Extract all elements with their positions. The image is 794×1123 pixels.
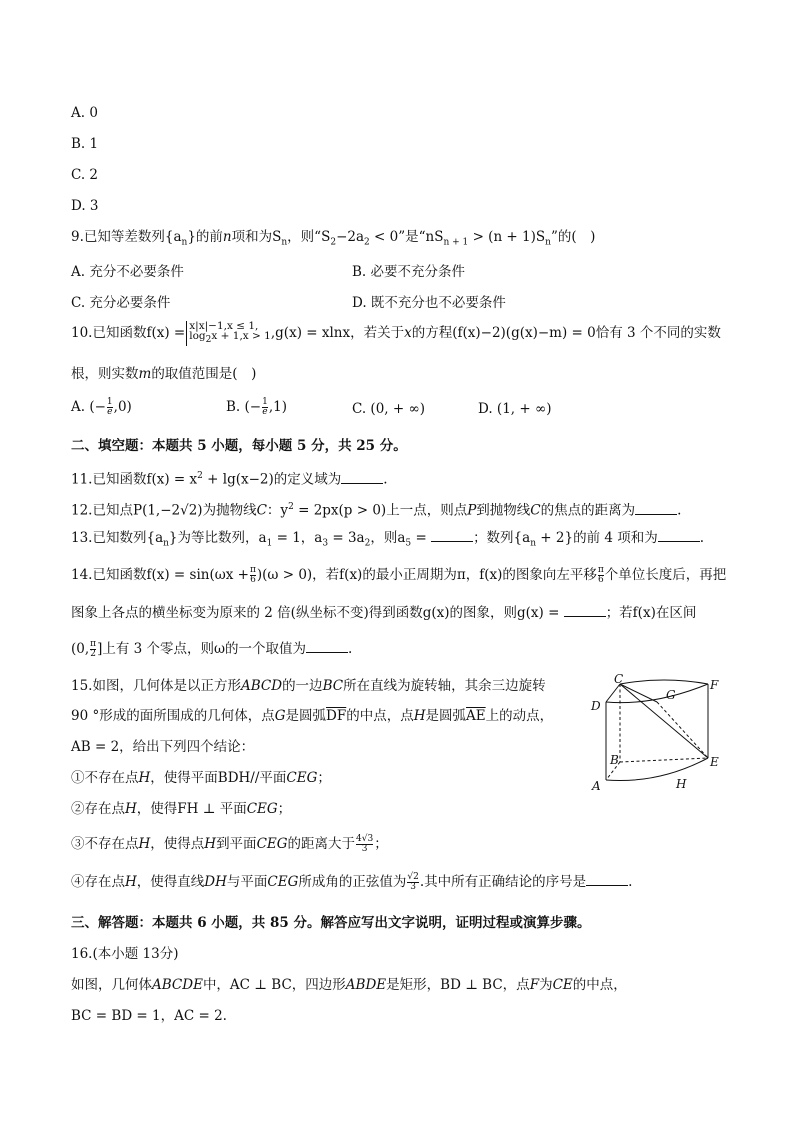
q15-stem-line3: AB = 2，给出下列四个结论： <box>71 739 255 755</box>
q9-option-d: D. 既不充分也不必要条件 <box>352 295 506 311</box>
option-d: D. 3 <box>71 198 99 214</box>
label-f: F <box>710 678 719 692</box>
answer-blank[interactable] <box>431 529 473 542</box>
label-c: C <box>614 672 624 686</box>
q15-solid-figure <box>584 672 734 794</box>
top-arc-cf <box>620 680 708 684</box>
label-d: D <box>591 699 601 713</box>
label-g: G <box>666 688 676 702</box>
bottom-arc-ae <box>606 758 708 781</box>
q10-option-b: B. (− $\frac{1}{e}$ ,1) <box>226 397 287 417</box>
label-h: H <box>676 777 687 791</box>
q16-stem-line1: 如图，几何体ABCDE中，AC ⊥ BC，四边形ABDE是矩形，BD ⊥ BC，点F为CE的中点， <box>71 977 627 993</box>
label-b: B <box>610 753 619 767</box>
q14-stem-line3: (0, $\frac{\pi}{2}$ ]上有 3 个零点，则ω的一个取值为 . <box>71 639 353 659</box>
q15-conclusion-1: ①不存在点H，使得平面BDH//平面CEG； <box>71 770 331 786</box>
top-arc-df <box>606 684 708 703</box>
q10-stem-line2: 根，则实数m的取值范围是( ) <box>71 366 257 382</box>
option-a: A. 0 <box>71 105 98 121</box>
q12-stem: 12.已知点P(1,−2√2)为抛物线C：$y^2 = 2px(p > 0)$上一点，则点P到抛物线C的焦点的距离为 . <box>71 502 682 519</box>
q15-conclusion-2: ②存在点H，使得FH ⊥ 平面CEG； <box>71 801 292 817</box>
answer-blank[interactable] <box>586 873 628 886</box>
q13-stem: 13.已知数列$\{a_n\}$为等比数列，$a_1 = 1$，$a_3 = 3a_2$，则$a_5$ = ；数列$\{a_n + 2\}$的前 4 项和为 . <box>71 530 705 549</box>
option-b: B. 1 <box>71 136 99 152</box>
q15-conclusion-4: ④存在点H，使得直线DH与平面CEG所成角的正弦值为 $\frac{√2}{3}$ .其中所有正确结论的序号是 . <box>71 872 633 892</box>
q9-option-c: C. 充分必要条件 <box>71 295 171 311</box>
option-c: C. 2 <box>71 167 99 183</box>
answer-blank[interactable] <box>306 640 348 653</box>
q14-stem-line2: 图象上各点的横坐标变为原来的 2 倍(纵坐标不变)得到函数g(x)的图象，则g(x) = ；若f(x)在区间 <box>71 605 697 621</box>
answer-blank[interactable] <box>658 529 700 542</box>
section2-heading: 二、填空题：本题共 5 小题，每小题 5 分，共 25 分。 <box>71 438 407 454</box>
q10-option-c: C. (0, + ∞) <box>352 401 425 417</box>
q9-stem: 9.已知等差数列$\{a_n\}$的前n项和为$S_n$，则“$S_2-2a_2 < 0$”是“$nS_{n + 1} > (n + 1)S_n$”的( ) <box>71 229 596 248</box>
label-a: A <box>592 779 601 793</box>
section3-heading: 三、解答题：本题共 6 小题，共 85 分。解答应写出文字说明，证明过程或演算步骤。 <box>71 915 591 931</box>
q10-piecewise: x|x|−1,x ≤ 1, $\log_2x + 1,x > 1$ <box>186 321 271 345</box>
q10-option-a: A. (− $\frac{1}{e}$ ,0) <box>71 397 132 417</box>
answer-blank[interactable] <box>341 471 383 484</box>
label-e: E <box>710 755 719 769</box>
q10-stem: 10.已知函数f(x) = x|x|−1,x ≤ 1, $\log_2x + 1,x > 1$ ,g(x) = xlnx，若关于x的方程(f(x)−2)(g(x)−m) = 0恰有 3 个不同的实数 <box>71 320 721 346</box>
q9-option-a: A. 充分不必要条件 <box>71 264 184 280</box>
q16-stem-line2: BC = BD = 1，AC = 2. <box>71 1008 227 1024</box>
q15-conclusion-3: ③不存在点H，使得点H到平面CEG的距离大于 $\frac{4√3}{3}$ ； <box>71 834 388 854</box>
q16-heading: 16.(本小题 13分) <box>71 946 179 962</box>
q14-stem: 14.已知函数f(x) = sin(ωx + $\frac{\pi}{6}$ )(ω > 0)，若f(x)的最小正周期为π，f(x)的图象向左平移 $\frac{\pi}{6}$ 个单位长度后，再把 <box>71 565 727 585</box>
answer-blank[interactable] <box>564 604 606 617</box>
q10-option-d: D. (1, + ∞) <box>478 401 552 417</box>
q9-option-b: B. 必要不充分条件 <box>352 264 466 280</box>
q15-stem-line1: 15.如图，几何体是以正方形ABCD的一边BC所在直线为旋转轴，其余三边旋转 <box>71 678 546 694</box>
q11-stem: 11.已知函数$f(x) = x^2 + \lg(x-2)$的定义域为 . <box>71 471 388 488</box>
q15-stem-line2: 90 °形成的面所围成的几何体，点G是圆弧$\overline{DF}$的中点，点H是圆弧$\overline{AE}$上的动点， <box>71 708 554 724</box>
answer-blank[interactable] <box>635 502 677 515</box>
